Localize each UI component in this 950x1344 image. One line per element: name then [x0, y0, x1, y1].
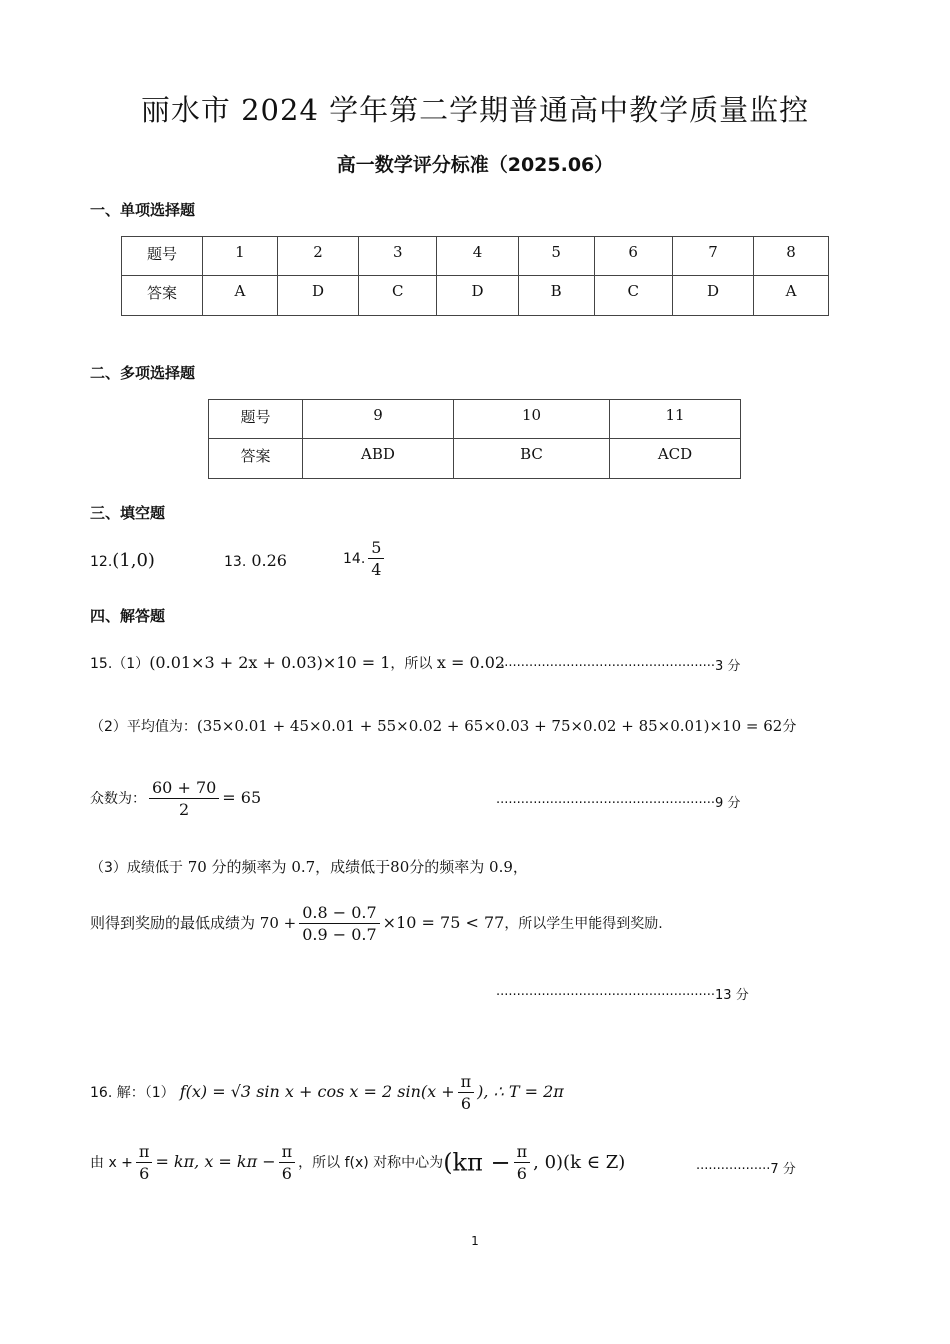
table-cell: 11 [610, 400, 741, 439]
q15-part2 [90, 716, 796, 736]
denominator: 6 [460, 1094, 471, 1113]
numerator: π [514, 1142, 531, 1163]
equation: ), ∴ T = 2π [477, 1082, 564, 1101]
part-tag: （1） [112, 656, 150, 672]
part-tag: （3）成绩低于 [90, 860, 183, 876]
page-number: 1 [471, 1234, 479, 1248]
answer-value: (1,0) [112, 550, 155, 571]
score-leader [496, 655, 740, 674]
table-row [209, 439, 741, 479]
numerator: 5 [368, 538, 384, 559]
numerator: 60 + 70 [149, 778, 219, 799]
score: 13 分 [715, 988, 749, 1003]
fraction [136, 1142, 153, 1183]
part-tag: （2）平均值为： [90, 719, 197, 735]
table-cell: 题号 [209, 400, 303, 439]
table-cell: 5 [518, 237, 594, 276]
denominator: 2 [179, 800, 190, 819]
fraction [279, 1142, 296, 1183]
score: 分 [782, 719, 797, 735]
numerator: 0.8 − 0.7 [299, 903, 379, 924]
fraction [368, 538, 384, 579]
single-choice-answer-table [121, 236, 829, 316]
q15-part3-conclusion [90, 903, 663, 944]
numerator: π [279, 1142, 296, 1163]
question-number: 13. [224, 554, 247, 570]
table-cell: BC [454, 439, 610, 479]
score: 7 分 [770, 1162, 796, 1177]
section-heading-single-choice: 一、单项选择题 [90, 201, 196, 219]
q16-part1-center [90, 1142, 625, 1183]
table-cell: A [203, 276, 278, 316]
table-cell: 答案 [122, 276, 203, 316]
answer-q12 [90, 550, 155, 571]
table-cell: 答案 [209, 439, 303, 479]
text: 由 x + [90, 1155, 133, 1171]
table-cell: 2 [277, 237, 358, 276]
equation: (0.01×3 + 2x + 0.03)×10 = 1 [149, 653, 391, 672]
text: 众数为： [90, 791, 146, 807]
table-cell: C [359, 276, 437, 316]
score-leader [496, 984, 749, 1003]
fraction [149, 778, 219, 819]
numerator: π [458, 1072, 475, 1093]
table-row [122, 276, 829, 316]
text: 70 分的频率为 0.7，成绩低于80分的频率为 0.9， [182, 858, 528, 876]
answer-value: 0.26 [251, 551, 287, 570]
question-number: 12. [90, 554, 113, 570]
text: ，所以学生甲能得到奖励. [504, 916, 663, 932]
text: 则得到奖励的最低成绩为 70 + [90, 914, 297, 932]
table-cell: 8 [754, 237, 829, 276]
result: x = 0.02 [436, 653, 506, 672]
dots: ·················· [696, 1162, 771, 1177]
table-cell: 6 [594, 237, 672, 276]
denominator: 6 [281, 1164, 292, 1183]
table-cell: D [437, 276, 518, 316]
table-cell: D [277, 276, 358, 316]
document-title: 丽水市 2024 学年第二学期普通高中教学质量监控 [140, 93, 810, 127]
answer-q13 [224, 551, 287, 570]
score: 3 分 [715, 659, 741, 674]
fraction [458, 1072, 475, 1113]
fraction [299, 903, 379, 944]
section-heading-fill-blank: 三、填空题 [90, 504, 166, 522]
text: ，所以 f(x) 对称中心为 [298, 1155, 444, 1171]
fraction [514, 1142, 531, 1183]
dots: ····················································· [496, 659, 716, 674]
result: = 65 [222, 788, 262, 807]
table-cell: ABD [303, 439, 454, 479]
table-cell: 7 [672, 237, 753, 276]
dots: ····················································· [496, 988, 716, 1003]
question-number: 15. [90, 656, 113, 672]
denominator: 6 [516, 1164, 527, 1183]
score-leader [496, 792, 740, 811]
equation: f(x) = √3 sin x + cos x = 2 sin(x + [179, 1082, 455, 1101]
table-cell: 9 [303, 400, 454, 439]
numerator: π [136, 1142, 153, 1163]
table-row [122, 237, 829, 276]
table-cell: 10 [454, 400, 610, 439]
section-heading-multi-choice: 二、多项选择题 [90, 364, 196, 382]
q16-part1 [90, 1072, 564, 1113]
answer-q14 [343, 538, 387, 579]
equation: (35×0.01 + 45×0.01 + 55×0.02 + 65×0.03 + 75×0.02 + 85×0.01)×10 = 62 [196, 717, 783, 735]
section-heading-solutions: 四、解答题 [90, 607, 166, 625]
table-cell: B [518, 276, 594, 316]
equation: (kπ − [443, 1148, 511, 1177]
dots: ····················································· [496, 796, 716, 811]
table-cell: ACD [610, 439, 741, 479]
score: 9 分 [715, 796, 741, 811]
equation: = kπ, x = kπ − [155, 1152, 276, 1171]
question-number: 14. [343, 551, 366, 567]
q15-part3 [90, 856, 528, 877]
q15-mode [90, 778, 261, 819]
equation: ×10 = 75 < 77 [382, 913, 505, 932]
table-cell: 1 [203, 237, 278, 276]
text: ，所以 [390, 656, 437, 672]
q15-part1 [90, 653, 505, 673]
denominator: 0.9 − 0.7 [302, 925, 377, 944]
document-subtitle: 高一数学评分标准（2025.06） [336, 154, 614, 176]
multi-choice-answer-table [208, 399, 741, 479]
denominator: 6 [139, 1164, 150, 1183]
denominator: 4 [371, 560, 382, 579]
equation: , 0)(k ∈ Z) [533, 1152, 626, 1173]
question-label: 16. 解：（1） [90, 1085, 175, 1101]
score-leader [696, 1158, 796, 1177]
table-cell: D [672, 276, 753, 316]
table-cell: C [594, 276, 672, 316]
table-cell: A [754, 276, 829, 316]
table-cell: 3 [359, 237, 437, 276]
table-row [209, 400, 741, 439]
table-cell: 4 [437, 237, 518, 276]
table-cell: 题号 [122, 237, 203, 276]
